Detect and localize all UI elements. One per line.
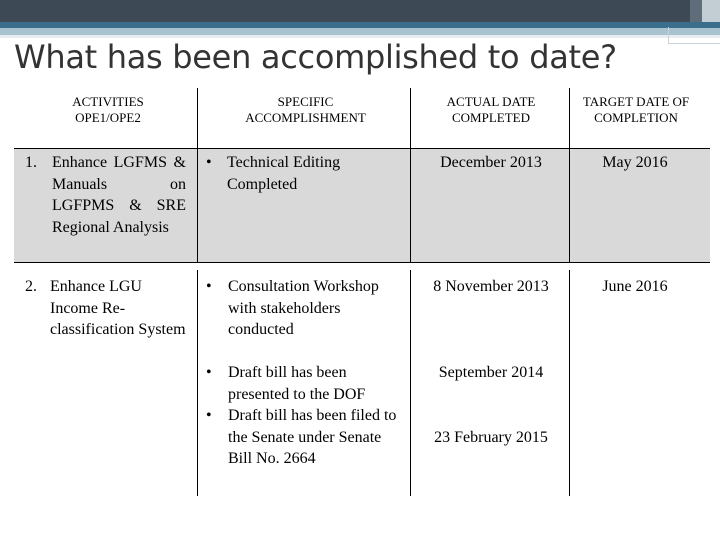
slide-title: What has been accomplished to date? (14, 38, 617, 76)
header-band-accent (690, 0, 702, 22)
row-1-accomplishment-1: Technical Editing Completed (227, 154, 341, 193)
header-actual-date: ACTUAL DATE COMPLETED (446, 94, 536, 125)
header-divider (14, 148, 710, 149)
row-divider (14, 262, 710, 263)
row-2-actual-date-2: September 2014 (438, 364, 544, 381)
row-1-number: 1. (25, 154, 37, 171)
row-2-activity: Enhance LGU Income Re-classification System (50, 278, 186, 338)
header-band-dark (0, 0, 690, 22)
row-2-accomplishment-1: Consultation Workshop with stakeholders conducted (228, 278, 379, 338)
row-1-bullet-1: • (206, 154, 212, 171)
row-2-accomplishment-3: Draft bill has been filed to the Senate under Senate Bill No. 2664 (228, 407, 397, 467)
header-band (0, 0, 720, 22)
header-accomplishment: SPECIFIC ACCOMPLISHMENT (245, 94, 366, 125)
row-2-bullet-1: • (206, 278, 212, 295)
row-2-actual-date-3: 23 February 2015 (434, 429, 548, 446)
header-band-light (702, 0, 720, 22)
row-2-bullet-2: • (206, 364, 212, 381)
row-2-actual-date-1: 8 November 2013 (433, 278, 549, 295)
row-gap (14, 262, 710, 270)
row-1-actual-date: December 2013 (440, 154, 542, 171)
row-2-number: 2. (25, 278, 37, 295)
row-2-bullet-3: • (206, 407, 212, 424)
column-divider-1 (197, 88, 198, 496)
header-activities: ACTIVITIES OPE1/OPE2 (72, 94, 144, 125)
row-2-target-date: June 2016 (602, 278, 668, 295)
row-1-target-date: May 2016 (602, 154, 668, 171)
row-1-activity: Enhance LGFMS & Manuals on LGFPMS & SRE Regional Analysis (52, 154, 186, 236)
header-stripe-light (0, 28, 720, 35)
row-2-accomplishment-2: Draft bill has been presented to the DOF (228, 364, 366, 403)
header-target-date: TARGET DATE OF COMPLETION (582, 94, 690, 125)
column-divider-2 (410, 88, 411, 496)
corner-decoration (668, 27, 720, 44)
